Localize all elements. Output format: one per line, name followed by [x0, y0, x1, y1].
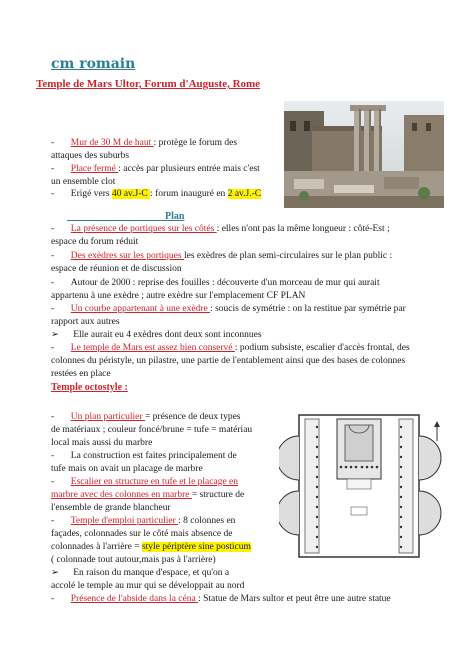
octo-item-6: - Présence de l'abside dans la céna : Statue de Mars sultor et peut être une autre statue: [51, 594, 391, 604]
plan-item-1-cont: espace du forum réduit: [51, 237, 139, 247]
forum-plan-drawing: [279, 411, 457, 561]
intro-item-2: - Place fermé : accès par plusieurs entrée mais c'est: [51, 164, 260, 174]
arrow-icon: ➢: [51, 330, 59, 340]
plan-heading-rule: [67, 220, 165, 221]
intro-item-1-cont: attaques des suburbs: [51, 151, 130, 161]
plan-heading: Plan: [165, 211, 185, 222]
document-subtitle: Temple de Mars Ultor, Forum d'Auguste, Rome: [36, 78, 261, 90]
intro-item-1: - Mur de 30 M de haut : protège le forum des: [51, 138, 238, 148]
intro-item-3: - Erigé vers 40 av.J-C : forum inauguré en 2 av.J.-C: [51, 189, 262, 199]
octo-item-3-cont: marbre avec des colonnes en marbre = structure de: [51, 490, 245, 500]
plan-item-2: - Des exèdres sur les portiques les exèdres de plan semi-circulaires sur le plan public :: [51, 251, 393, 261]
plan-item-6-cont: colonnes du péristyle, un pilastre, une partie de l'entablement ainsi que des bases de colonnes: [51, 356, 406, 366]
octo-item-4-cont: façades, colonnades sur le côté mais absence de: [51, 529, 233, 539]
octo-item-2-cont: tufe mais on avait un placage de marbre: [51, 464, 203, 474]
octo-item-1-cont2: local mais aussi du marbre: [51, 438, 153, 448]
intro-item-2-cont: un ensemble clot: [51, 177, 116, 187]
temple-ruins-photo: [284, 101, 444, 208]
forum-plan-image: [279, 411, 457, 561]
plan-item-5: ➢ Elle aurait eu 4 exèdres dont deux sont inconnues: [51, 330, 262, 340]
temple-ruins-image: [284, 101, 444, 208]
plan-item-1: - La présence de portiques sur les côtés : elles n'ont pas la même longueur : côté-Est ;: [51, 224, 390, 234]
arrow-icon: ➢: [51, 568, 59, 578]
plan-item-2-cont: espace de réunion et de discussion: [51, 264, 182, 274]
plan-item-4: - Un courbe appartenant à une exèdre : soucis de symétrie : on la restitue par symétrie par: [51, 304, 406, 314]
plan-item-3-cont: appartenu à une exèdre ; autre exèdre sur l'emplacement CF PLAN: [51, 291, 306, 301]
octo-item-2: - La construction est faites principalement de: [51, 451, 237, 461]
plan-item-3: - Autour de 2000 : reprise des fouilles : découverte d'un morceau de mur qui aurait: [51, 278, 380, 288]
octo-item-1: - Un plan particulier = présence de deux types: [51, 412, 241, 422]
plan-item-4-cont: rapport aux autres: [51, 317, 120, 327]
octo-item-4-cont2: colonnades à l'arrière = style périptère sine posticum: [51, 542, 251, 552]
plan-item-6-cont2: restées en place: [51, 369, 111, 379]
plan-item-6: - Le temple de Mars est assez bien conservé : podium subsiste, escalier d'accès frontal, des: [51, 343, 410, 353]
octo-item-5: ➢ En raison du manque d'espace, et qu'on a: [51, 568, 230, 578]
octo-item-4: - Temple d'emploi particulier : 8 colonnes en: [51, 516, 236, 526]
octo-item-4-cont3: ( colonnade tout autour,mais pas à l'arrière): [51, 555, 216, 565]
octo-item-1-cont: de matériaux ; couleur foncé/brune = tufe = matériau: [51, 425, 253, 435]
octo-item-5-cont: accolé le temple au mur qui se développait au nord: [51, 581, 245, 591]
document-heading: cm romain: [51, 56, 136, 72]
octo-item-3-cont2: l'ensemble de grande blancheur: [51, 503, 171, 513]
octo-item-3: - Escalier en structure en tufe et le placage en: [51, 477, 239, 487]
octostyle-heading: Temple octostyle :: [51, 382, 128, 393]
